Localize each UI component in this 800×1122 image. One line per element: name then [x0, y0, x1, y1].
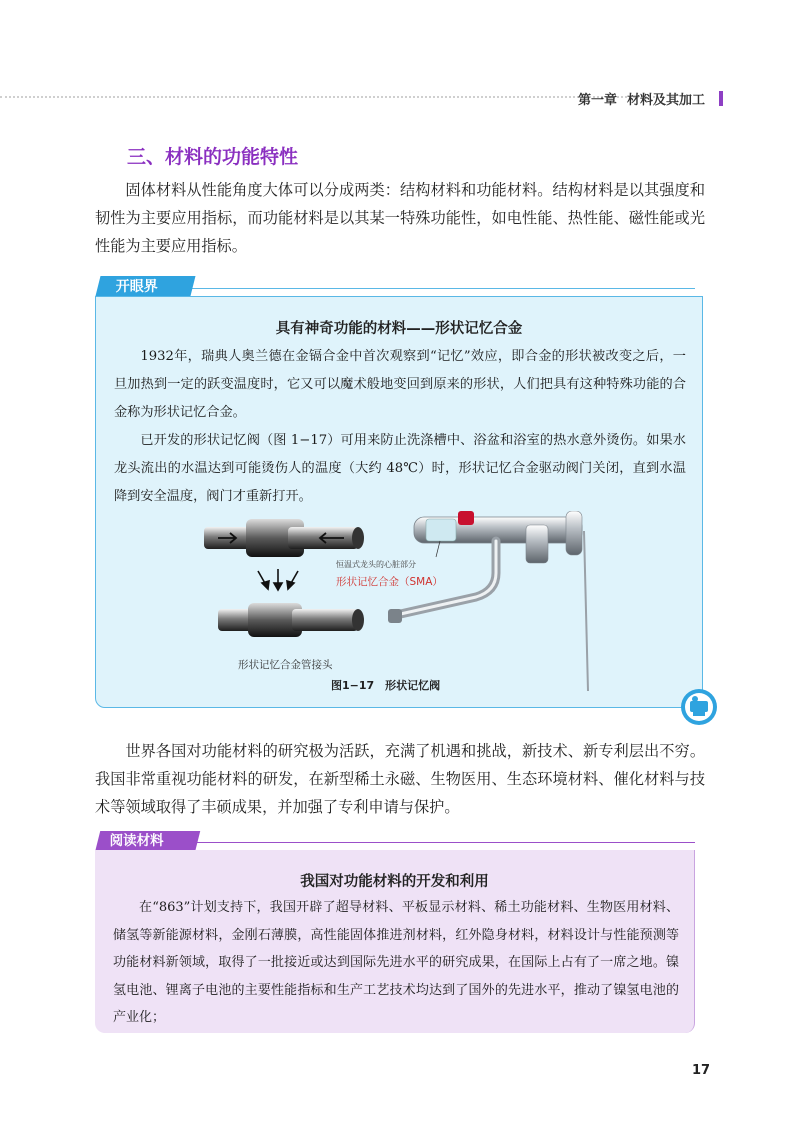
kaiyanjie-tab	[95, 276, 195, 298]
intro-paragraph: 固体材料从性能角度大体可以分成两类：结构材料和功能材料。结构材料是以其强度和韧性为主要应用指标，而功能材料是以其某一特殊功能性，如电性能、热性能、磁性能或光性能为主要应用指标。	[95, 181, 705, 255]
chapter-title: 材料及其加工	[627, 92, 706, 108]
kaiyanjie-title: 具有神奇功能的材料——形状记忆合金	[275, 321, 523, 337]
chapter-bar-marker	[719, 91, 723, 106]
kaiyanjie-paragraph-1: 1932年，瑞典人奥兰德在金镉合金中首次观察到“记忆”效应，即合金的形状被改变之后，一旦加热到一定的跃变温度时，它又可以魔术般地变回到原来的形状，人们把具有这种特殊功能的合金称为形状记忆合金。	[114, 349, 686, 420]
faucet-core-label: 恒温式龙头的心脏部分	[336, 560, 416, 569]
yuedu-tab	[95, 831, 200, 852]
section-title: 三、材料的功能特性	[127, 146, 299, 168]
kaiyanjie-top-line	[190, 288, 695, 289]
yuedu-box	[95, 850, 695, 1033]
pipe-joint-after	[218, 603, 364, 637]
figure-caption: 图1−17 形状记忆阀	[331, 679, 441, 692]
knowledge-badge-icon	[680, 688, 718, 726]
page-number: 17	[692, 1063, 711, 1078]
kaiyanjie-tab-label: 开眼界	[115, 279, 158, 295]
pipe-joint-before	[204, 519, 364, 557]
header-dotted-line	[0, 96, 655, 98]
pipe-joint-label: 形状记忆合金管接头	[238, 659, 333, 671]
yuedu-paragraph: 在“863”计划支持下，我国开辟了超导材料、平板显示材料、稀土功能材料、生物医用材料、储氢等新能源材料，金刚石薄膜，高性能固体推进剂材料，红外隐身材料，材料设计与性能预测等功能材料新领域，取得了一批接近或达到国际先进水平的研究成果，在国际上占有了一席之地。镍氢电池、锂离子电池的主要性能指标和生产工艺技术均达到了国外的先进水平，推动了镍氢电池的产业化；	[113, 900, 679, 1025]
chapter-label: 第一章	[578, 92, 618, 108]
compression-arrows	[258, 569, 298, 590]
yuedu-top-line	[195, 842, 695, 843]
chapter-header	[578, 89, 723, 107]
thermostatic-faucet-image	[388, 511, 588, 691]
yuedu-title: 我国对功能材料的开发和利用	[300, 874, 489, 890]
yuedu-tab-label: 阅读材料	[109, 833, 164, 849]
sma-label: 形状记忆合金（SMA）	[336, 576, 443, 588]
after-box-paragraph: 世界各国对功能材料的研究极为活跃，充满了机遇和挑战，新技术、新专利层出不穷。我国非常重视功能材料的研发，在新型稀土永磁、生物医用、生态环境材料、催化材料与技术等领域取得了丰硕成果，并加强了专利申请与保护。	[95, 742, 705, 816]
kaiyanjie-box	[95, 296, 703, 708]
kaiyanjie-paragraph-2: 已开发的形状记忆阀（图 1−17）可用来防止洗涤槽中、浴盆和浴室的热水意外烫伤。如果水龙头流出的水温达到可能烫伤人的温度（大约 48℃）时，形状记忆合金驱动阀门关闭，直到水温降到安全温度，阀门才重新打开。	[114, 433, 686, 504]
